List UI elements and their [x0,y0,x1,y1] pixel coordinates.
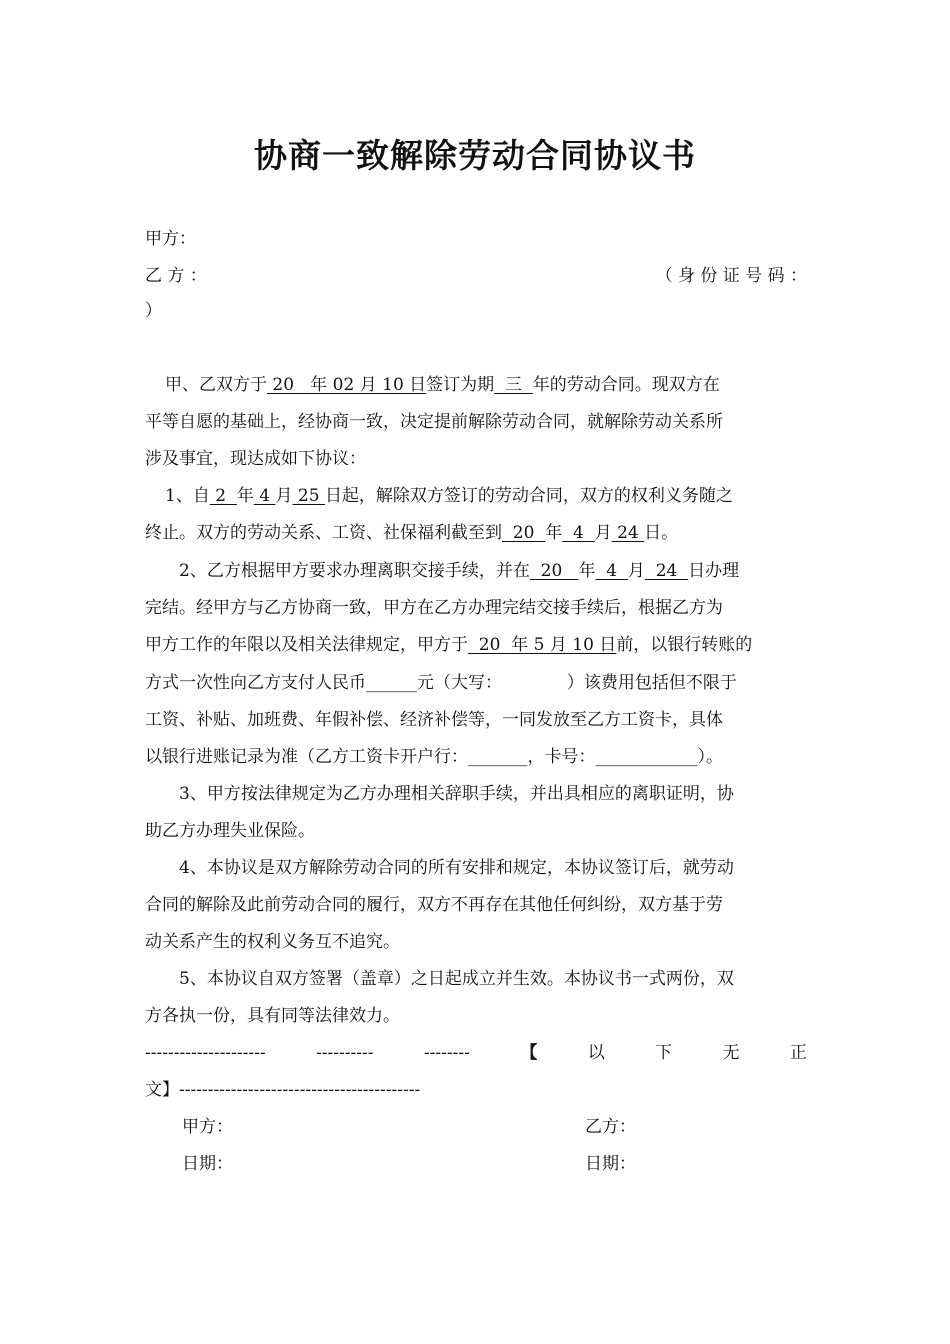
end-mark-line-2: 文】------------------------------------------ [145,1080,421,1100]
clause-5-line-2: 方各执一份，具有同等法律效力。 [145,1006,400,1026]
signature-party-a: 甲方： [182,1117,233,1137]
clause-text: 年 [545,523,563,543]
card-number-blank: ____________ [595,747,698,767]
clause-1-line-1 [145,484,807,508]
clause-text: 2、乙方根据甲方要求办理离职交接手续，并在 [179,561,530,581]
clause-1-line-2 [145,521,807,545]
dash-segment: ---------- [316,1043,374,1063]
party-b-line [145,264,807,288]
dash-segment: --------------------- [145,1043,266,1063]
intro-line-3: 涉及事宜，现达成如下协议： [145,449,366,469]
clause-2-line-1 [145,559,807,583]
clause-4-line-3: 动关系产生的权利义务互不追究。 [145,932,400,952]
dash-segment: -------- [423,1043,470,1063]
party-a-label: 甲方： [145,229,196,249]
handover-month: 4 [595,561,628,581]
sign-day: 10 [376,375,410,395]
id-number-label: （ 身 份 证 号 码 ： [655,266,807,286]
clause-text: 终止。双方的劳动关系、工资、社保福利截至到 [145,523,502,543]
contract-term: 三 [494,375,533,395]
sign-day-unit: 日 [409,375,427,395]
clause-text: 日办理 [688,561,740,581]
handover-year: 20 [529,561,579,581]
terminate-day: 25 [292,486,325,506]
clause-2-line-6 [145,745,807,769]
clause-text: 甲方工作的年限以及相关法律规定，甲方于 [145,635,468,655]
party-a-line [145,227,807,251]
end-mark-char: 下 [655,1043,673,1063]
terminate-month: 4 [253,486,276,506]
clause-3-line-2: 助乙方办理失业保险。 [145,821,315,841]
intro-text: 甲、乙双方于 [165,375,267,395]
clause-text: 日起，解除双方签订的劳动合同，双方的权利义务随之 [324,486,733,506]
clause-text: 年 [236,486,254,506]
party-b-label: 乙 方 ： [145,266,207,286]
id-close: ） [145,301,162,321]
terminate-year: 2 [209,486,237,506]
clause-text: 年 [578,561,596,581]
cutoff-day: 24 [611,523,645,543]
end-mark-char: 无 [722,1043,740,1063]
clause-text: 方式一次性向乙方支付人民币 [145,673,366,693]
cutoff-year: 20 [502,523,546,543]
end-mark-char: 正 [790,1043,807,1063]
handover-day: 24 [644,561,689,581]
intro-text: 签订为期 [426,375,495,395]
clause-5-line-1: 5、本协议自双方签署（盖章）之日起成立并生效。本协议书一式两份，双 [179,969,734,989]
clause-text: 元（大写： ）该费用包括但不限于 [417,673,737,693]
clause-2-line-2: 完结。经甲方与乙方协商一致，甲方在乙方办理完结交接手续后，根据乙方为 [145,598,723,618]
clause-text: ）。 [697,747,723,767]
clause-text: ，卡号： [527,747,596,767]
clause-text: 以银行进账记录为准（乙方工资卡开户行： [145,747,468,767]
sign-month-unit: 月 [359,375,377,395]
id-close-line [145,299,807,323]
sign-year-unit: 年 [310,375,328,395]
clause-2-line-4 [145,671,807,695]
clause-text: 月 [275,486,293,506]
clause-2-line-5: 工资、补贴、加班费、年假补偿、经济补偿等，一同发放至乙方工资卡，具体 [145,710,723,730]
cutoff-month: 4 [562,523,595,543]
clause-2-line-3 [145,633,807,657]
clause-4-line-2: 合同的解除及此前劳动合同的履行，双方不再存在其他任何纠纷，双方基于劳 [145,895,723,915]
intro-text: 年的劳动合同。现双方在 [532,375,720,395]
clause-text: 月 [594,523,612,543]
end-mark-line-1 [145,1041,807,1065]
clause-text: 月 [627,561,645,581]
end-mark-char: 以 [587,1043,605,1063]
signature-date-a: 日期： [182,1154,233,1174]
signature-party-b: 乙方： [585,1117,636,1137]
clause-4-line-1: 4、本协议是双方解除劳动合同的所有安排和规定，本协议签订后，就劳动 [179,858,734,878]
bank-blank: _______ [468,747,528,767]
sign-month: 02 [327,375,360,395]
payment-date: 20 年 5 月 10 日 [468,635,617,655]
intro-line-2: 平等自愿的基础上，经协商一致，决定提前解除劳动合同，就解除劳动关系所 [145,412,723,432]
signature-date-b: 日期： [585,1154,636,1174]
end-mark-char: 【 [520,1043,538,1063]
intro-line-1 [145,373,807,397]
clause-text: 1、自 [165,486,210,506]
payment-amount-blank: ______ [366,673,417,693]
document-title: 协商一致解除劳动合同协议书 [254,136,696,175]
clause-3-line-1: 3、甲方按法律规定为乙方办理相关辞职手续，并出具相应的离职证明，协 [179,784,734,804]
clause-text: 日。 [644,523,679,543]
clause-text: 前，以银行转账的 [616,635,753,655]
sign-year: 20 [267,375,300,395]
